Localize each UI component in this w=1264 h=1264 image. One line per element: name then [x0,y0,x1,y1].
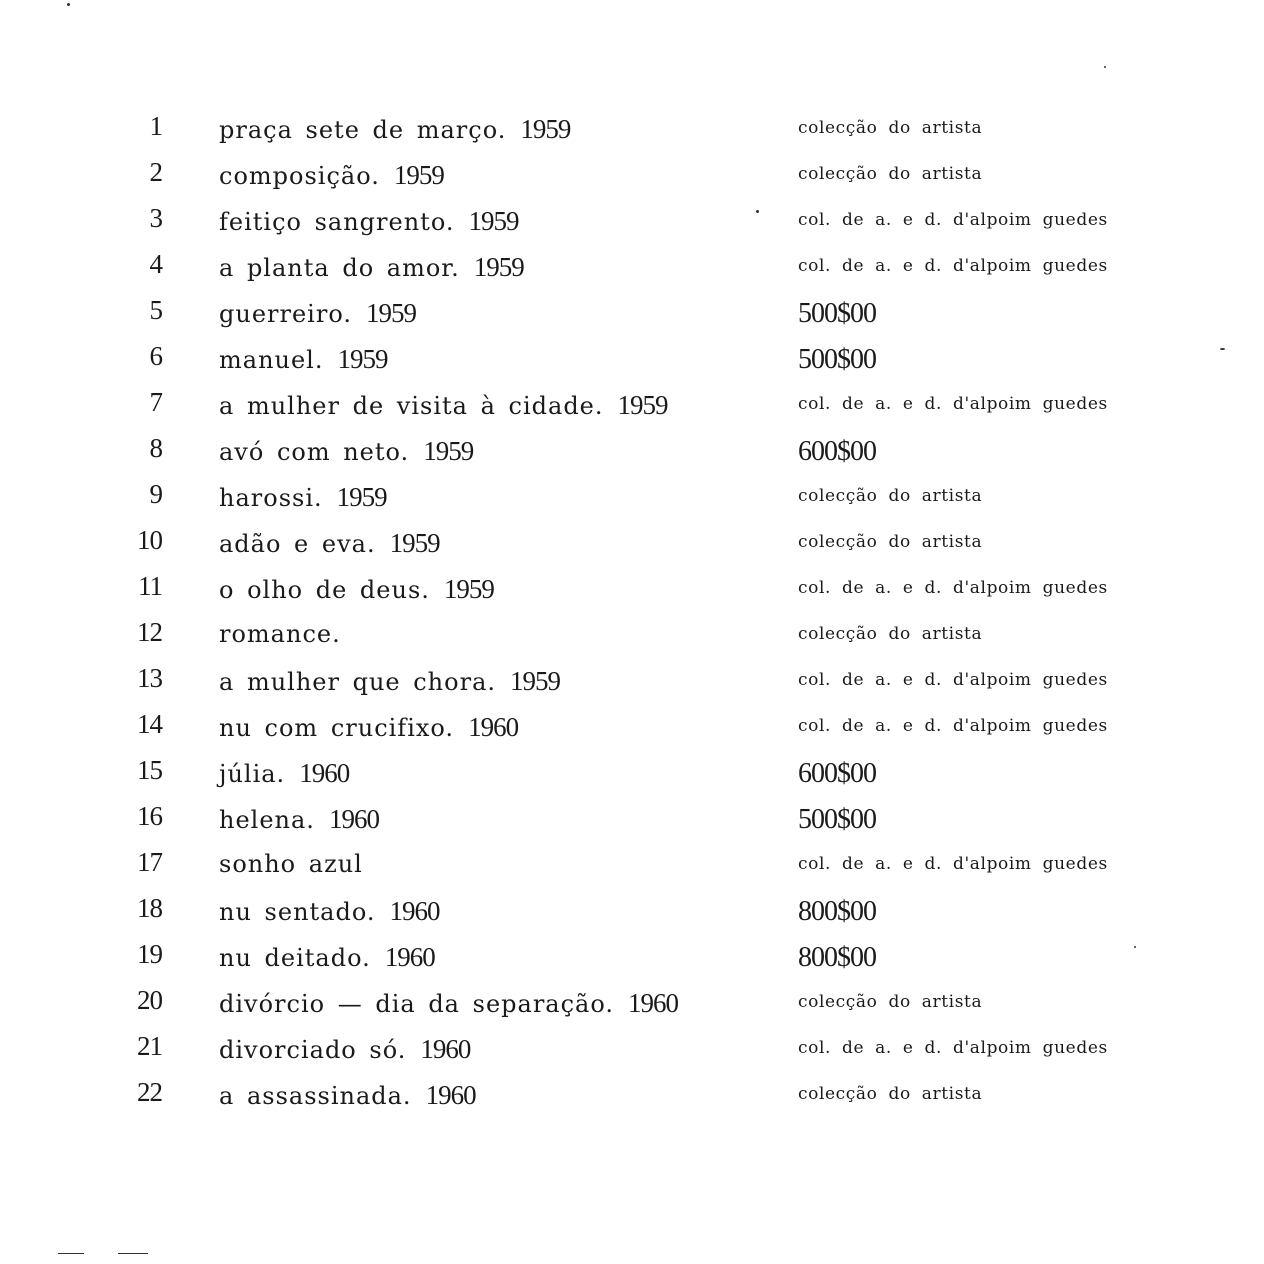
entry-year: 1960 [628,988,678,1018]
catalogue-list [0,108,1264,1120]
entry-year: 1959 [336,482,387,512]
entry-year: 1959 [423,436,474,466]
entry-collection: colecção do artista [798,118,983,138]
entry-collection: col. de a. e d. d'alpoim guedes [798,210,1108,230]
catalogue-entry [0,890,1264,936]
entry-title-text: o olho de deus. [219,576,430,604]
entry-year: 1960 [425,1080,476,1110]
catalogue-entry [0,108,1264,154]
entry-number: 13 [137,663,162,693]
catalogue-entry [0,936,1264,982]
catalogue-entry [0,476,1264,522]
entry-title-text: divorciado só. [219,1036,407,1064]
entry-collection: colecção do artista [798,1084,983,1104]
entry-number: 16 [137,801,162,831]
entry-year: 1960 [328,804,379,834]
entry-number: 2 [149,157,162,187]
scan-speck [67,3,70,6]
catalogue-entry [0,982,1264,1028]
entry-title [219,344,388,375]
catalogue-entry [0,246,1264,292]
entry-title [219,252,524,283]
catalogue-entry [0,384,1264,430]
entry-title-text: praça sete de março. [219,116,507,144]
entry-number: 11 [138,571,162,601]
entry-collection: col. de a. e d. d'alpoim guedes [798,256,1108,276]
entry-collection: col. de a. e d. d'alpoim guedes [798,716,1108,736]
entry-price: 600$00 [798,436,876,467]
entry-number: 15 [137,755,162,785]
entry-title-text: harossi. [219,484,323,512]
entry-title-text: divórcio — dia da separação. [219,990,614,1018]
catalogue-entry [0,522,1264,568]
entry-title-text: nu deitado. [219,944,371,972]
entry-year: 1959 [389,528,440,558]
entry-year: 1959 [468,206,519,236]
entry-title [219,436,473,467]
entry-collection: colecção do artista [798,164,983,184]
entry-title [219,804,379,835]
entry-collection: col. de a. e d. d'alpoim guedes [798,578,1108,598]
catalogue-entry [0,568,1264,614]
scan-speck [1104,66,1106,68]
catalogue-entry [0,338,1264,384]
entry-title [219,574,494,605]
entry-number: 18 [137,893,162,923]
entry-title [219,712,518,743]
entry-title-text: a mulher de visita à cidade. [219,392,604,420]
entry-price: 800$00 [798,942,876,973]
entry-title [219,896,440,927]
entry-title-text: a planta do amor. [219,254,460,282]
entry-title [219,528,440,559]
entry-title [219,758,349,789]
entry-title-text: nu com crucifixo. [219,714,455,742]
entry-title-text: avó com neto. [219,438,410,466]
entry-title [219,1080,476,1111]
entry-price: 500$00 [798,298,876,329]
entry-year: 1959 [617,390,668,420]
entry-title [219,482,387,513]
entry-number: 3 [149,203,162,233]
entry-title-text: sonho azul [219,850,363,878]
entry-year: 1960 [299,758,350,788]
entry-collection: col. de a. e d. d'alpoim guedes [798,854,1108,874]
catalogue-entry [0,292,1264,338]
catalogue-entry [0,1074,1264,1120]
entry-year: 1960 [389,896,440,926]
entry-price: 600$00 [798,758,876,789]
catalogue-entry [0,660,1264,706]
entry-price: 500$00 [798,804,876,835]
entry-number: 17 [137,847,162,877]
entry-collection: col. de a. e d. d'alpoim guedes [798,670,1108,690]
catalogue-entry [0,798,1264,844]
entry-title-text: a assassinada. [219,1082,412,1110]
entry-collection: colecção do artista [798,624,983,644]
entry-number: 14 [137,709,162,739]
entry-collection: col. de a. e d. d'alpoim guedes [798,1038,1108,1058]
entry-title-text: composição. [219,162,380,190]
catalogue-entry [0,752,1264,798]
entry-title [219,390,668,421]
entry-year: 1959 [443,574,494,604]
entry-number: 20 [137,985,162,1015]
entry-year: 1959 [510,666,560,696]
entry-year: 1960 [384,942,435,972]
entry-number: 10 [137,525,162,555]
scan-speck [118,1253,148,1254]
scan-speck [756,210,759,213]
entry-title-text: guerreiro. [219,300,352,328]
entry-title-text: nu sentado. [219,898,376,926]
catalogue-entry [0,154,1264,200]
entry-price: 800$00 [798,896,876,927]
entry-year: 1959 [365,298,416,328]
entry-title [219,988,678,1019]
catalogue-entry [0,200,1264,246]
entry-year: 1960 [420,1034,471,1064]
entry-title [219,850,363,878]
entry-number: 21 [137,1031,162,1061]
entry-collection: colecção do artista [798,486,983,506]
entry-year: 1959 [520,114,571,144]
scan-speck [58,1253,84,1254]
entry-number: 9 [149,479,162,509]
entry-number: 19 [137,939,162,969]
catalogue-entry [0,614,1264,660]
entry-number: 22 [137,1077,162,1107]
entry-title-text: a mulher que chora. [219,668,496,696]
catalogue-entry [0,430,1264,476]
entry-price: 500$00 [798,344,876,375]
entry-collection: colecção do artista [798,532,983,552]
entry-number: 5 [149,295,162,325]
entry-number: 4 [149,249,162,279]
entry-title [219,942,435,973]
entry-number: 8 [149,433,162,463]
entry-title [219,1034,470,1065]
entry-year: 1960 [468,712,519,742]
entry-title [219,160,444,191]
entry-number: 1 [149,111,162,141]
entry-title-text: manuel. [219,346,324,374]
entry-number: 6 [149,341,162,371]
entry-title-text: adão e eva. [219,530,376,558]
scan-speck [1220,348,1225,350]
entry-title-text: júlia. [219,760,286,788]
scan-speck [1134,946,1136,948]
entry-collection: colecção do artista [798,992,983,1012]
catalogue-entry [0,1028,1264,1074]
entry-title [219,298,416,329]
entry-number: 7 [149,387,162,417]
entry-title-text: helena. [219,806,315,834]
entry-title [219,114,570,145]
entry-number: 12 [137,617,162,647]
entry-title [219,206,518,237]
entry-year: 1959 [337,344,388,374]
entry-title [219,666,560,697]
entry-year: 1959 [393,160,444,190]
entry-title-text: feitiço sangrento. [219,208,455,236]
catalogue-entry [0,706,1264,752]
entry-title [219,620,341,648]
entry-title-text: romance. [219,620,341,648]
catalogue-entry [0,844,1264,890]
entry-year: 1959 [473,252,524,282]
entry-collection: col. de a. e d. d'alpoim guedes [798,394,1108,414]
